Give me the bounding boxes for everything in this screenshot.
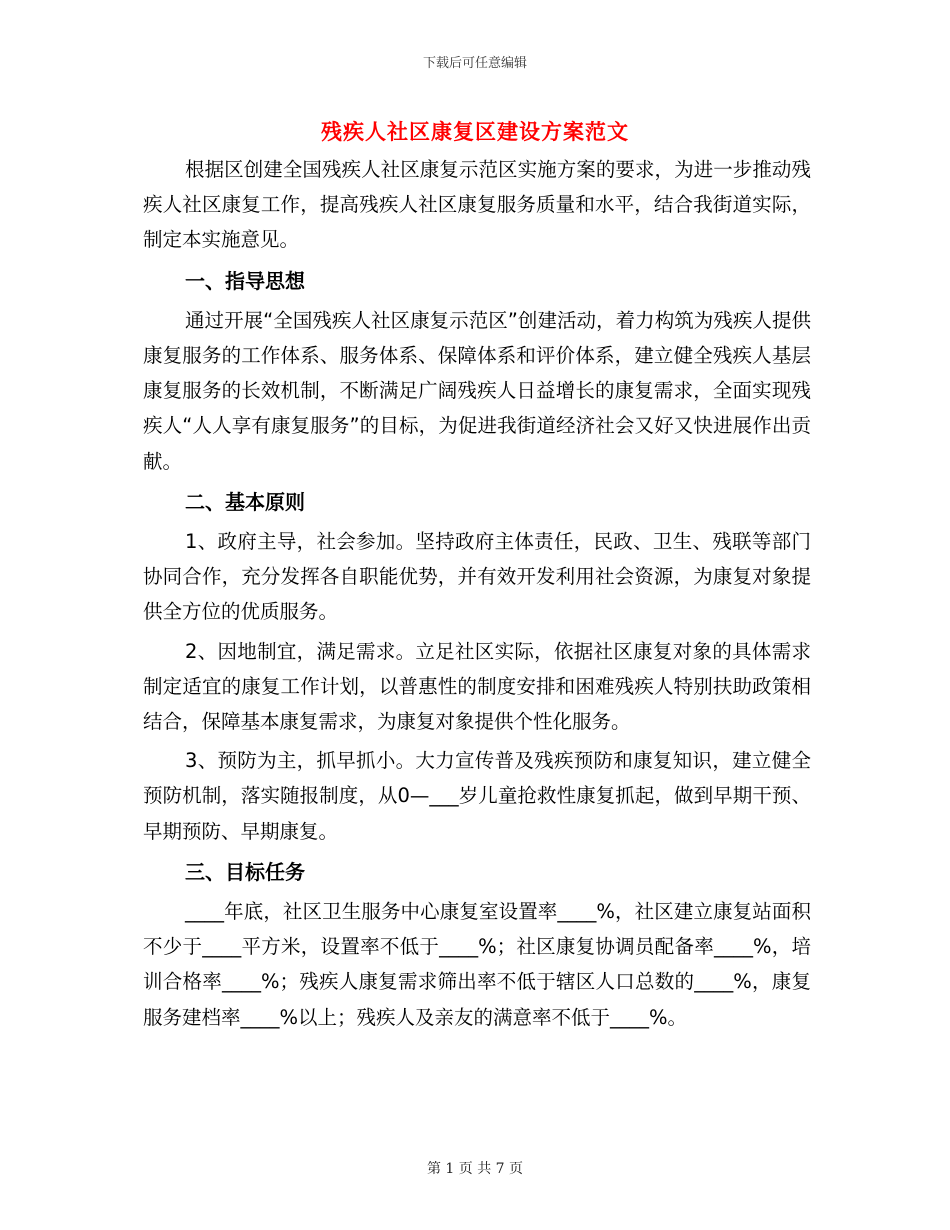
section-heading-basic-principles: 二、基本原则	[185, 489, 305, 514]
principle-item-1: 1、政府主导，社会参加。坚持政府主体责任，民政、卫生、残联等部门协同合作，充分发挥各自职能优势，并有效开发利用社会资源，为康复对象提供全方位的优质服务。	[143, 530, 811, 624]
document-body	[143, 152, 811, 1035]
section-heading-guiding-ideology: 一、指导思想	[185, 268, 305, 293]
guiding-ideology-paragraph: 通过开展“全国残疾人社区康复示范区”创建活动，着力构筑为残疾人提供康复服务的工作体系、服务体系、保障体系和评价体系，建立健全残疾人基层康复服务的长效机制，不断满足广阔残疾人日益增长的康复需求，全面实现残疾人“人人享有康复服务”的目标，为促进我街道经济社会又好又快进展作出贡献。	[143, 308, 811, 473]
section-heading-goals-tasks: 三、目标任务	[185, 859, 305, 884]
page-footer-number: 第 1 页 共 7 页	[426, 1161, 524, 1177]
principle-item-2: 2、因地制宜，满足需求。立足社区实际，依据社区康复对象的具体需求制定适宜的康复工作计划，以普惠性的制度安排和困难残疾人特别扶助政策相结合，保障基本康复需求，为康复对象提供个性化服务。	[143, 639, 811, 734]
principle-item-3: 3、预防为主，抓早抓小。大力宣传普及残疾预防和康复知识，建立健全预防机制，落实随报制度，从0—___岁儿童抢救性康复抓起，做到早期干预、早期预防、早期康复。	[143, 749, 811, 843]
intro-paragraph: 根据区创建全国残疾人社区康复示范区实施方案的要求，为进一步推动残疾人社区康复工作，提高残疾人社区康复服务质量和水平，结合我街道实际，制定本实施意见。	[143, 158, 811, 252]
goals-tasks-paragraph: ____年底，社区卫生服务中心康复室设置率____%，社区建立康复站面积不少于____平方米，设置率不低于____%；社区康复协调员配备率____%，培训合格率____%；残疾人康复需求筛出率不低于辖区人口总数的____%，康复服务建档率____%以上；残疾人及亲友的满意率不低于____%。	[143, 900, 811, 1029]
page-header-note: 下载后可任意编辑	[422, 56, 527, 71]
document-title: 残疾人社区康复区建设方案范文	[321, 120, 629, 144]
